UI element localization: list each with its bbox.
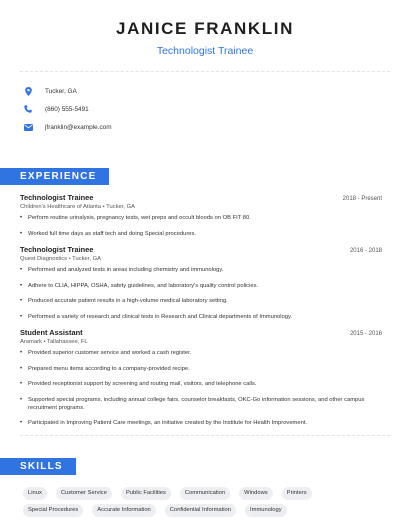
skills-section: [0, 487, 410, 521]
bullet-item: • Supported special programs, including annual college fairs, counselor breakfasts, OKC-Go information sessions, and other campus recruitment programs.: [20, 396, 390, 412]
bullet-item: • Prepared menu items according to a company-provided recipe.: [20, 365, 390, 373]
job-employer: Aramark • Tallahassee, FL: [20, 339, 88, 345]
bullet-item: • Perform routine urinalysis, pregnancy tests, wet preps and occult bloods on OB FIT 80.: [20, 214, 390, 222]
divider: [20, 435, 390, 436]
job-entry: [20, 245, 390, 321]
bullet-item: • Produced accurate patient results in a high-volume medical laboratory setting.: [20, 297, 390, 305]
skill-tag: Special Procedures: [23, 504, 83, 517]
skill-tag: Confidential Information: [165, 504, 236, 517]
skill-tag: Accurate Information: [92, 504, 156, 517]
job-title: Technologist Trainee: [20, 245, 94, 254]
skill-tag: Customer Service: [56, 487, 112, 500]
job-employer: Children's Healthcare of Atlanta • Tucker, GA: [20, 204, 135, 210]
bullet-item: • Provided receptionist support by screening and routing mail, visitors, and telephone calls.: [20, 380, 390, 388]
location-pin-icon: [21, 87, 35, 96]
location-text: Tucker, GA: [45, 87, 77, 95]
phone-icon: [21, 105, 35, 113]
job-date: 2018 - Present: [342, 196, 382, 202]
job-entry: [20, 193, 390, 238]
bullet-item: • Performed and analyzed tests in areas including chemistry and immunology.: [20, 266, 390, 274]
job-title: Student Assistant: [20, 328, 83, 337]
bullet-item: • Adhere to CLIA, HIPPA, OSHA, safety guidelines, and laboratory's quality control policies.: [20, 282, 390, 290]
candidate-name: JANICE FRANKLIN: [116, 19, 294, 38]
bullet-item: • Worked full time days as staff tech and doing Special procedures.: [20, 230, 390, 238]
skill-tag: Communication: [180, 487, 230, 500]
skill-tag: Public Facilities: [121, 487, 171, 500]
skills-heading: SKILLS: [0, 458, 76, 475]
job-bullets: [20, 349, 390, 427]
skill-tag: Printers: [282, 487, 312, 500]
bullet-item: • Provided superior customer service and worked a cash register.: [20, 349, 390, 357]
skill-tag: Linux: [23, 487, 47, 500]
contact-email: [20, 119, 390, 137]
contact-section: [0, 72, 410, 166]
job-employer: Quest Diagnostics • Tucker, GA: [20, 256, 101, 262]
job-entry: [20, 328, 390, 427]
bullet-item: • Participated in Improving Patient Care meetings, an initiative created by the Institute for Health Improvement.: [20, 419, 390, 427]
bullet-item: • Performed a variety of research and clinical tests in Research and Clinical departments of Immunology.: [20, 313, 390, 321]
contact-location: [20, 82, 390, 100]
candidate-title: Technologist Trainee: [156, 45, 254, 57]
skill-tag: Immunology: [245, 504, 287, 517]
contact-phone: [20, 100, 390, 118]
resume-header: [0, 0, 410, 58]
email-text: jfranklin@example.com: [45, 124, 112, 132]
job-bullets: [20, 214, 390, 238]
experience-section: [0, 193, 410, 427]
phone-text: (860) 555-5491: [45, 105, 89, 113]
experience-heading: EXPERIENCE: [0, 168, 109, 185]
job-title: Technologist Trainee: [20, 193, 94, 202]
email-icon: [21, 124, 35, 131]
skill-tag: Windows: [239, 487, 273, 500]
job-date: 2016 - 2018: [349, 248, 382, 254]
job-bullets: [20, 266, 390, 321]
job-date: 2015 - 2016: [349, 331, 382, 337]
